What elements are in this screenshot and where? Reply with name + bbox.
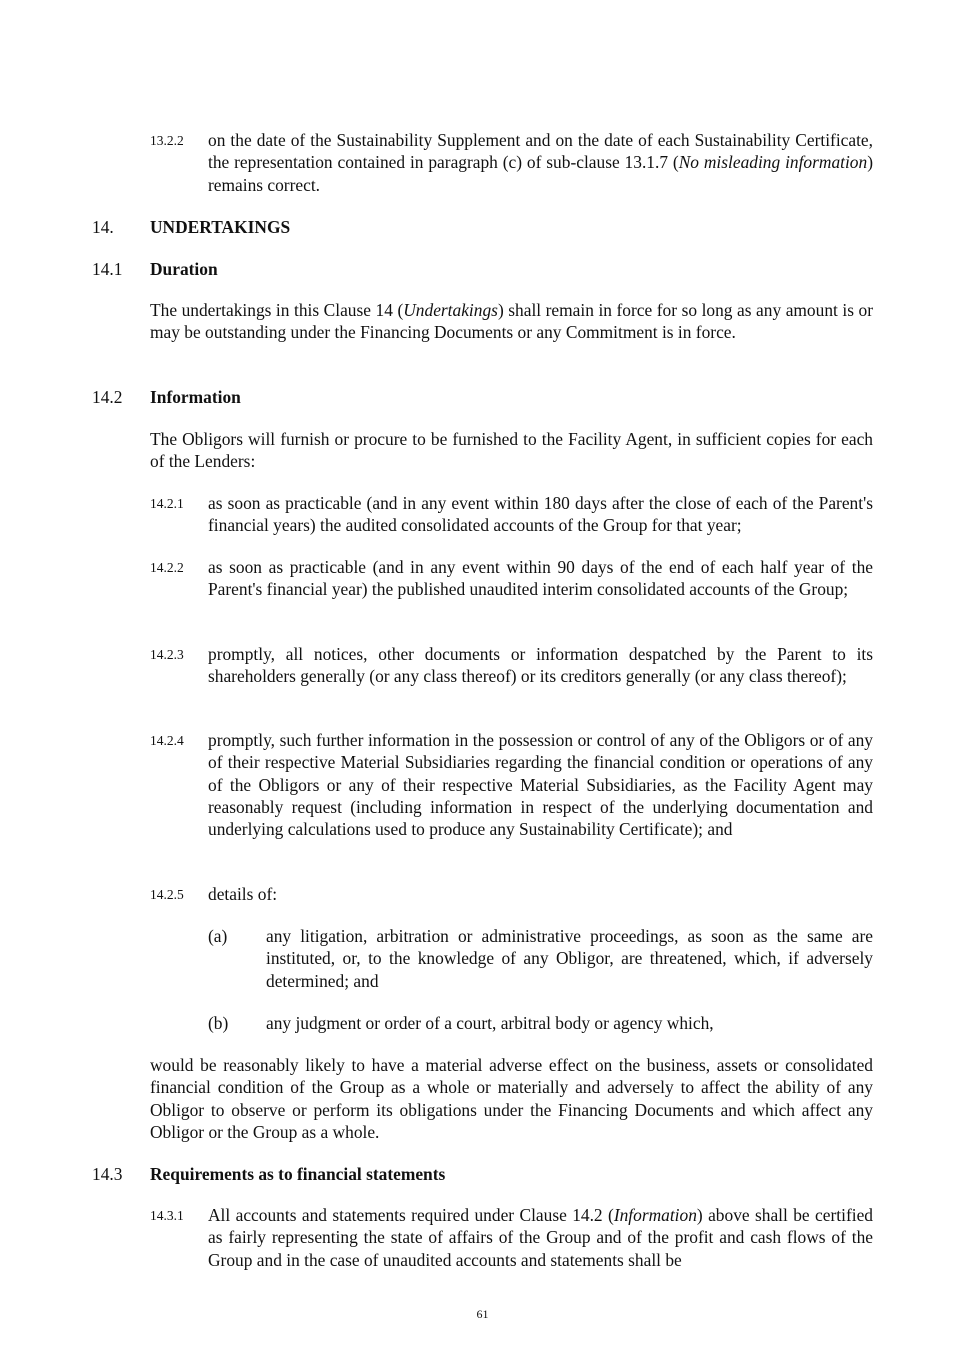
- clause-14-2-number: 14.2: [92, 387, 123, 407]
- page-number: 61: [476, 1307, 489, 1321]
- clause-14-2-4-text: promptly, such further information in the possession or control of any of the Obligors or of any of their respective Material Subsidiaries regarding the financial condition or operations of any of the Obligors or any of their respective Material Subsidiaries, as the Facility Agent may reasonably request (including information in respect of the underlying documentation and underlying calculations used to produce any Sustainability Certificate); and: [208, 730, 873, 840]
- clause-14-2-5-number: 14.2.5: [150, 887, 184, 902]
- clause-14-1-text: The undertakings in this Clause 14 (Undertakings) shall remain in force for so long as any amount is or may be outstanding under the Financing Documents or any Commitment is in force.: [150, 300, 874, 343]
- clause-14-3-1-number: 14.3.1: [150, 1208, 184, 1223]
- clause-14-2-1-number: 14.2.1: [150, 496, 184, 511]
- clause-14-2-1-text: as soon as practicable (and in any event within 180 days after the close of each of the Parent's financial years) the audited consolidated accounts of the Group for that year;: [208, 493, 873, 536]
- clause-14-1-title: Duration: [150, 259, 218, 279]
- clause-14-2-closing: would be reasonably likely to have a material adverse effect on the business, assets or consolidated financial condition of the Group as a whole or materially and adversely to affect the ability of any Obligor to observe or perform its obligations under the Financing Documents and which affect any Obligor or the Group as a whole.: [150, 1055, 873, 1142]
- clause-13-2-2-text: on the date of the Sustainability Supplement and on the date of each Sustainability Certificate, the representation contained in paragraph (c) of sub-clause 13.1.7 (No misleading information) remains correct.: [208, 130, 873, 195]
- clause-14-title: UNDERTAKINGS: [150, 217, 291, 237]
- clause-14-3-number: 14.3: [92, 1164, 123, 1184]
- clause-14-2-title: Information: [150, 387, 241, 407]
- clause-14-number: 14.: [92, 217, 114, 237]
- clause-14-2-5-text: details of:: [208, 884, 278, 904]
- clause-14-2-intro: The Obligors will furnish or procure to be furnished to the Facility Agent, in sufficient copies for each of the Lenders:: [150, 429, 873, 472]
- clause-13-2-2-italic: No misleading information: [678, 152, 868, 173]
- clause-14-3-1-italic: Information: [613, 1205, 697, 1225]
- clause-14-1-number: 14.1: [92, 259, 123, 279]
- clause-14-2-2-text: as soon as practicable (and in any event within 90 days of the end of each half year of the Parent's financial year) the published unaudited interim consolidated accounts of the Group;: [208, 557, 873, 600]
- clause-14-2-2-number: 14.2.2: [150, 560, 184, 575]
- clause-14-2-5-a-label: (a): [208, 926, 228, 946]
- clause-14-1-italic: Undertakings: [403, 300, 498, 320]
- clause-14-2-4-number: 14.2.4: [150, 733, 184, 748]
- clause-14-2-5-b-text: any judgment or order of a court, arbitral body or agency which,: [266, 1013, 714, 1033]
- clause-14-2-5-a-text: any litigation, arbitration or administrative proceedings, as soon as the same are instituted, or, to the knowledge of any Obligor, are threatened, which, if adversely determined; and: [266, 926, 873, 991]
- clause-14-2-5-b-label: (b): [208, 1013, 229, 1033]
- clause-14-3-1-text: All accounts and statements required under Clause 14.2 (Information) above shall be certified as fairly representing the state of affairs of the Group and of the profit and cash flows of the Group and in the case of unaudited accounts and statements shall be: [208, 1205, 873, 1270]
- clause-14-3-title: Requirements as to financial statements: [150, 1164, 446, 1184]
- clause-14-2-3-text: promptly, all notices, other documents or information despatched by the Parent to its shareholders generally (or any class thereof) or its creditors generally (or any class thereof);: [208, 644, 873, 687]
- clause-14-2-3-number: 14.2.3: [150, 647, 184, 662]
- clause-13-2-2-number: 13.2.2: [150, 133, 184, 148]
